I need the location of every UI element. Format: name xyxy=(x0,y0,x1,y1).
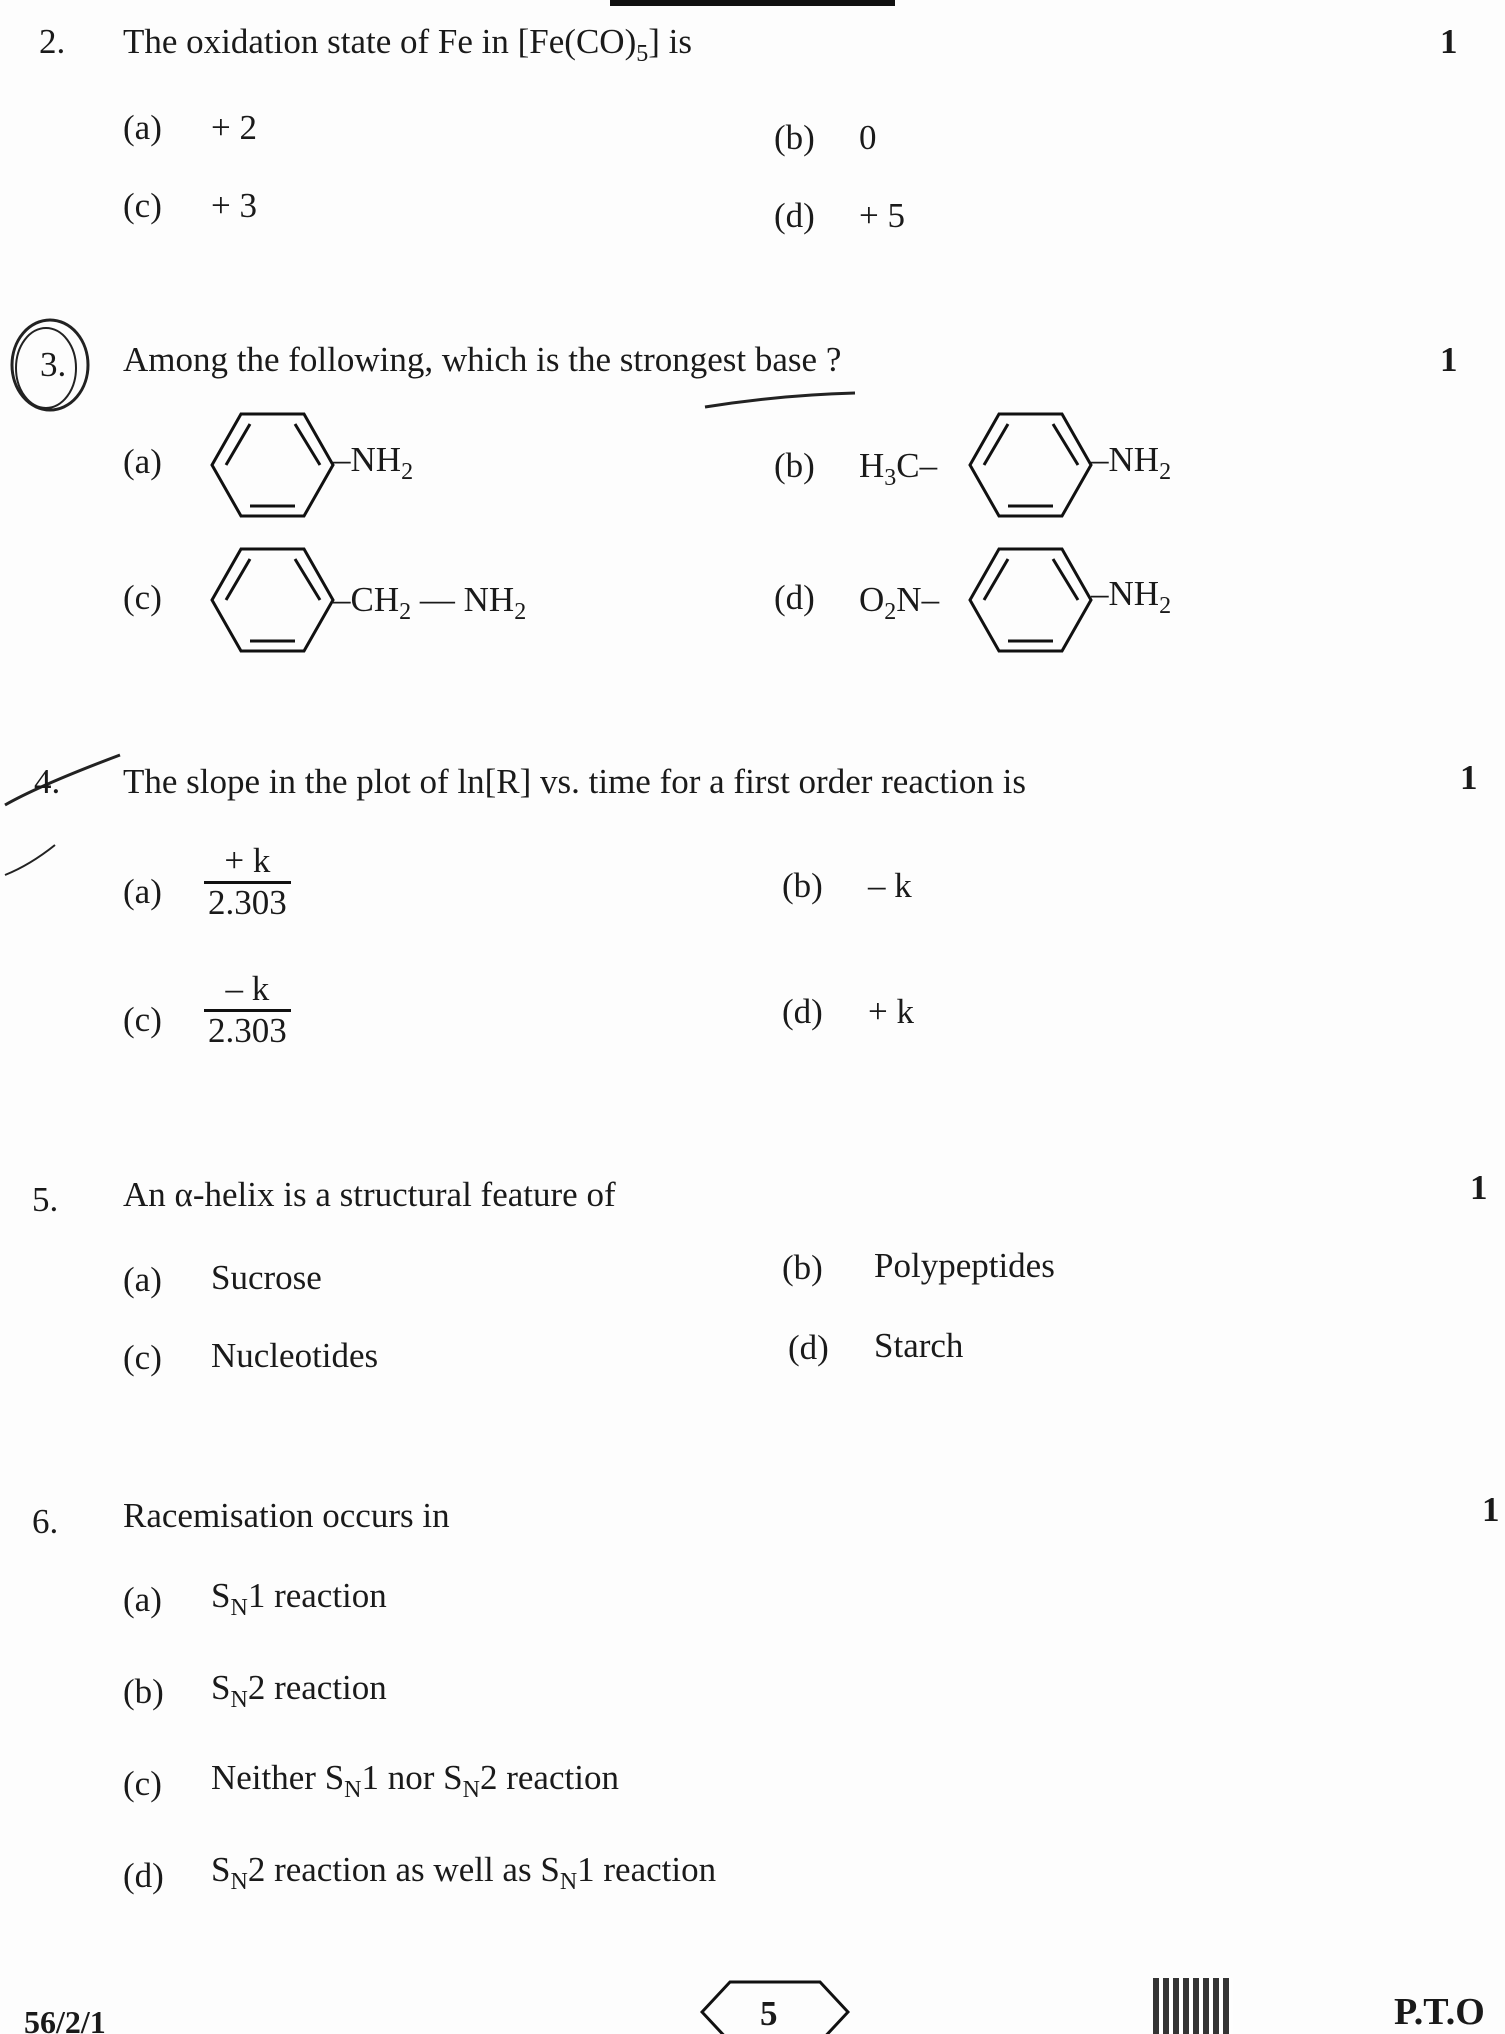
option-label: (a) xyxy=(123,442,162,481)
substituent: $H_3C-$ xyxy=(859,446,938,491)
substituent: $-CH_2$ — $NH_2$ xyxy=(333,580,527,625)
option-text: + 2 xyxy=(211,108,257,147)
option-label: (d) xyxy=(774,196,815,235)
option-text: Starch xyxy=(874,1326,964,1365)
question-number: 3. xyxy=(40,345,67,384)
question-text: Among the following, which is the strongest base ? xyxy=(123,340,842,379)
question-number: 5. xyxy=(32,1180,59,1219)
option-label: (c) xyxy=(123,1000,162,1039)
option-label: (a) xyxy=(123,1260,162,1299)
option-label: (d) xyxy=(123,1856,164,1895)
benzene-ring-icon xyxy=(210,410,335,520)
marks: 1 xyxy=(1440,22,1458,61)
question-text: The slope in the plot of ln[R] vs. time for a first order reaction is xyxy=(123,762,1026,801)
option-text: Neither $S_N1$ nor $S_N2$ reaction xyxy=(211,1758,619,1803)
option-label: (c) xyxy=(123,186,162,225)
fraction: $\frac{- k}{2.303}$ xyxy=(208,970,287,1050)
option-text: 0 xyxy=(859,118,877,157)
marks: 1 xyxy=(1470,1168,1488,1207)
benzene-ring-icon xyxy=(210,545,335,655)
fraction: $\frac{+ k}{2.303}$ xyxy=(208,842,287,922)
option-label: (c) xyxy=(123,1338,162,1377)
handwritten-underline xyxy=(700,385,860,415)
option-label: (d) xyxy=(788,1328,829,1367)
question-number: 2. xyxy=(39,22,66,61)
question-text: An α-helix is a structural feature of xyxy=(123,1175,616,1214)
marks: 1 xyxy=(1482,1490,1500,1529)
marks: 1 xyxy=(1440,340,1458,379)
option-text: Sucrose xyxy=(211,1258,322,1297)
substituent: $-NH_2$ xyxy=(1091,574,1172,619)
option-label: (a) xyxy=(123,108,162,147)
option-label: (a) xyxy=(123,1580,162,1619)
handwritten-tick-mark xyxy=(0,745,130,885)
option-label: (b) xyxy=(123,1672,164,1711)
option-text: + k xyxy=(868,992,914,1031)
option-text: + 5 xyxy=(859,196,905,235)
option-label: (a) xyxy=(123,872,162,911)
option-text: Nucleotides xyxy=(211,1336,379,1375)
substituent: $O_2N-$ xyxy=(859,580,940,625)
marks: 1 xyxy=(1460,758,1478,797)
question-number: 6. xyxy=(32,1502,59,1541)
benzene-ring-icon xyxy=(968,545,1093,655)
substituent: $-NH_2$ xyxy=(333,440,414,485)
page-number: 5 xyxy=(760,1994,778,2033)
question-text: The oxidation state of Fe in $[Fe(CO)_5]$ is xyxy=(123,22,692,67)
benzene-ring-icon xyxy=(968,410,1093,520)
question-number: 4. xyxy=(34,762,61,801)
paper-code: 56/2/1 xyxy=(24,2004,106,2034)
option-label: (b) xyxy=(782,1248,823,1287)
option-text: $S_N1$ reaction xyxy=(211,1576,387,1621)
pto-label: P.T.O xyxy=(1394,1991,1485,2033)
option-text: – k xyxy=(868,866,912,905)
qr-code-icon xyxy=(1153,1978,1233,2034)
option-label: (b) xyxy=(774,446,815,485)
option-label: (c) xyxy=(123,1764,162,1803)
top-rule xyxy=(610,0,895,6)
option-text: + 3 xyxy=(211,186,257,225)
option-label: (b) xyxy=(782,866,823,905)
option-label: (c) xyxy=(123,578,162,617)
substituent: $-NH_2$ xyxy=(1091,440,1172,485)
option-label: (b) xyxy=(774,118,815,157)
option-text: Polypeptides xyxy=(874,1246,1055,1285)
option-label: (d) xyxy=(782,992,823,1031)
option-text: $S_N2$ reaction as well as $S_N1$ reaction xyxy=(211,1850,717,1895)
option-text: $S_N2$ reaction xyxy=(211,1668,387,1713)
option-label: (d) xyxy=(774,578,815,617)
question-text: Racemisation occurs in xyxy=(123,1496,450,1535)
